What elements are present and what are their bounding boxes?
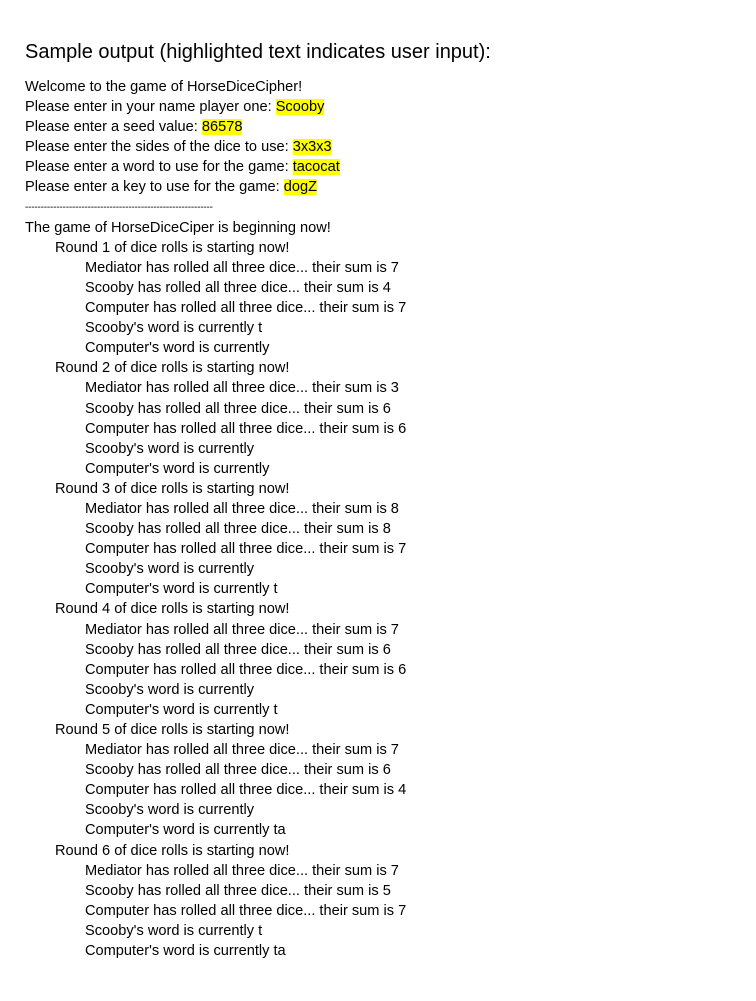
- round-line: Scooby's word is currently: [85, 440, 255, 457]
- word-prompt: Please enter a word to use for the game:: [25, 159, 293, 176]
- game-start-line: The game of HorseDiceCiper is beginning now!: [25, 219, 331, 236]
- round-title: Round 5 of dice rolls is starting now!: [55, 722, 290, 738]
- key-prompt: Please enter a key to use for the game:: [25, 179, 284, 196]
- rounds-section: [25, 238, 745, 961]
- round-title: Round 4 of dice rolls is starting now!: [55, 601, 290, 618]
- round-line: Computer's word is currently t: [85, 701, 278, 718]
- round-title: Round 6 of dice rolls is starting now!: [55, 842, 290, 859]
- round-block: [25, 599, 745, 720]
- sides-input-value: 3x3x3: [292, 139, 332, 156]
- round-line: Computer has rolled all three dice... their sum is 7: [85, 300, 407, 317]
- round-line: Computer has rolled all three dice... their sum is 6: [85, 420, 407, 437]
- round-line: Computer's word is currently ta: [85, 943, 286, 960]
- welcome-line: Welcome to the game of HorseDiceCipher!: [25, 79, 303, 95]
- seed-input-value: 86578: [201, 119, 243, 136]
- document-page: [25, 38, 745, 961]
- key-input-value: dogZ: [283, 179, 318, 196]
- round-block: [25, 238, 745, 359]
- round-line: Computer's word is currently: [85, 460, 270, 477]
- round-line: Scooby has rolled all three dice... their sum is 8: [85, 521, 391, 538]
- round-line: Scooby has rolled all three dice... their sum is 4: [85, 279, 391, 296]
- document-heading: Sample output (highlighted text indicates user input):: [25, 41, 491, 63]
- round-line: Computer's word is currently: [85, 340, 270, 357]
- round-line: Computer has rolled all three dice... their sum is 4: [85, 782, 407, 799]
- name-prompt-line: [25, 97, 745, 117]
- round-line: Scooby has rolled all three dice... their sum is 6: [85, 762, 391, 779]
- round-line: Scooby's word is currently: [85, 561, 255, 578]
- round-line: Mediator has rolled all three dice... their sum is 7: [85, 621, 399, 638]
- sides-prompt: Please enter the sides of the dice to use:: [25, 139, 293, 156]
- round-title: Round 3 of dice rolls is starting now!: [55, 480, 290, 497]
- round-block: [25, 479, 745, 600]
- round-block: [25, 720, 745, 841]
- round-line: Computer has rolled all three dice... their sum is 7: [85, 541, 407, 558]
- round-line: Scooby's word is currently t: [85, 922, 263, 939]
- seed-prompt-line: [25, 117, 745, 137]
- round-block: [25, 841, 745, 962]
- name-prompt: Please enter in your name player one:: [25, 99, 276, 116]
- round-block: [25, 358, 745, 479]
- intro-section: [25, 77, 745, 238]
- seed-prompt: Please enter a seed value:: [25, 119, 202, 136]
- name-input-value: Scooby: [275, 99, 325, 116]
- round-line: Mediator has rolled all three dice... their sum is 3: [85, 380, 399, 397]
- round-line: Computer's word is currently ta: [85, 822, 286, 839]
- round-title: Round 1 of dice rolls is starting now!: [55, 239, 290, 256]
- word-input-value: tacocat: [292, 159, 340, 176]
- round-line: Computer has rolled all three dice... their sum is 6: [85, 661, 407, 678]
- round-line: Scooby's word is currently: [85, 681, 255, 698]
- round-line: Scooby's word is currently: [85, 802, 255, 819]
- key-prompt-line: [25, 177, 745, 197]
- round-line: Scooby has rolled all three dice... their sum is 6: [85, 400, 391, 417]
- round-line: Scooby has rolled all three dice... their sum is 5: [85, 882, 391, 899]
- round-line: Computer has rolled all three dice... their sum is 7: [85, 902, 407, 919]
- round-line: Mediator has rolled all three dice... their sum is 7: [85, 862, 399, 879]
- round-line: Scooby has rolled all three dice... their sum is 6: [85, 641, 391, 658]
- round-line: Computer's word is currently t: [85, 581, 278, 598]
- round-line: Mediator has rolled all three dice... their sum is 7: [85, 742, 399, 759]
- round-title: Round 2 of dice rolls is starting now!: [55, 360, 290, 377]
- round-line: Mediator has rolled all three dice... their sum is 7: [85, 259, 399, 276]
- round-line: Mediator has rolled all three dice... their sum is 8: [85, 500, 399, 517]
- separator-line: ------------------------------------------------------------: [25, 201, 213, 213]
- sides-prompt-line: [25, 137, 745, 157]
- word-prompt-line: [25, 157, 745, 177]
- round-line: Scooby's word is currently t: [85, 320, 263, 337]
